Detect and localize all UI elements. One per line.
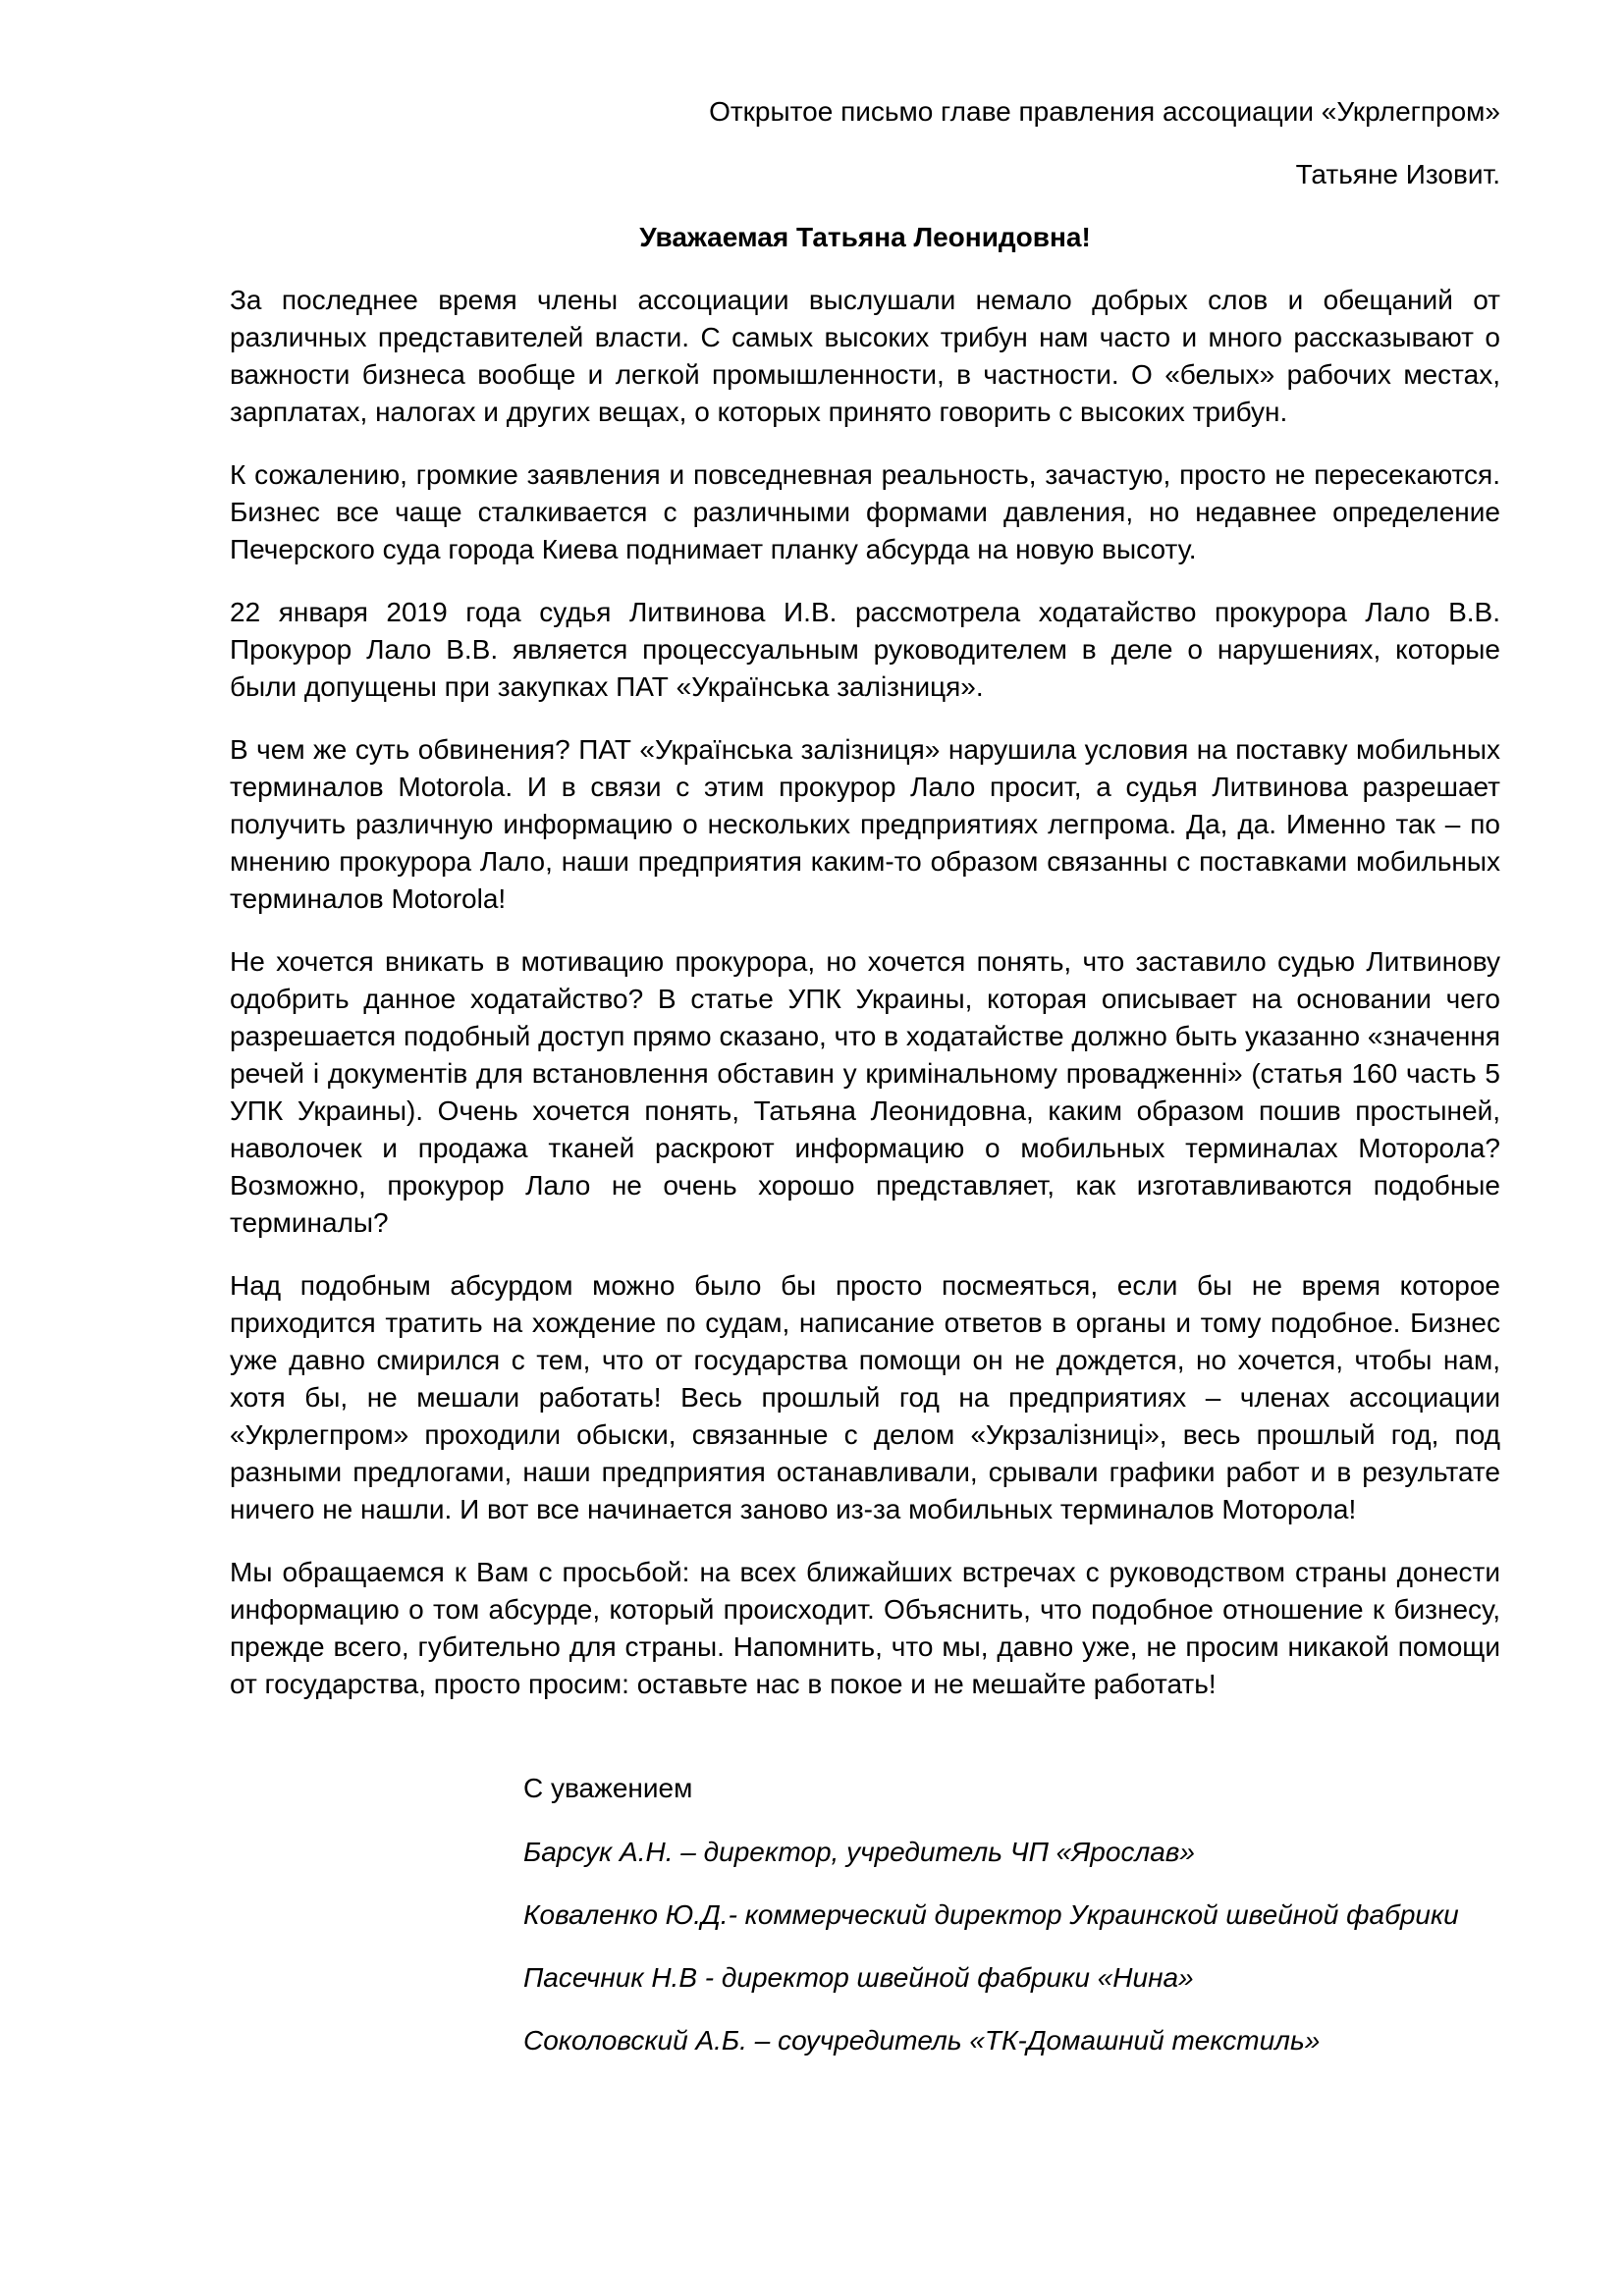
letter-paragraph-6: Над подобным абсурдом можно было бы просто посмеяться, если бы не время которое приходится тратить на хождение по судам, написание ответов в органы и тому подобное. Бизнес уже давно смирился с тем, что от государства помощи он не дождется, но хочется, чтобы нам, хотя бы, не мешали работать! Весь прошлый год на предприятиях – членах ассоциации «Укрлегпром» проходили обыски, связанные с делом «Укрзалізниці», весь прошлый год, под разными предлогами, наши предприятия останавливали, срывали графики работ и в результате ничего не нашли. И вот все начинается заново из-за мобильных терминалов Моторола! xyxy=(230,1270,1500,1524)
salutation-heading: Уважаемая Татьяна Леонидовна! xyxy=(639,222,1091,252)
letter-paragraph-4: В чем же суть обвинения? ПАТ «Українська залізниця» нарушила условия на поставку мобильных терминалов Motorola. И в связи с этим прокурор Лало просит, а судья Литвинова разрешает получить различную информацию о нескольких предприятиях легпрома. Да, да. Именно так – по мнению прокурора Лало, наши предприятия каким-то образом связанны с поставками мобильных терминалов Motorola! xyxy=(230,734,1500,914)
letter-paragraph-5: Не хочется вникать в мотивацию прокурора, но хочется понять, что заставило судью Литвинову одобрить данное ходатайство? В статье УПК Украины, которая описывает на основании чего разрешается подобный доступ прямо сказано, что в ходатайстве должно быть указанно «значення речей і документів для встановлення обставин у кримінальному провадженні» (статья 160 часть 5 УПК Украины). Очень хочется понять, Татьяна Леонидовна, каким образом пошив простыней, наволочек и продажа тканей раскроют информацию о мобильных терминалах Моторола? Возможно, прокурор Лало не очень хорошо представляет, как изготавливаются подобные терминалы? xyxy=(230,946,1500,1238)
letter-body xyxy=(230,282,1500,1703)
header-line-recipient-org: Открытое письмо главе правления ассоциации «Укрлегпром» xyxy=(709,96,1500,127)
letter-paragraph-2: К сожалению, громкие заявления и повседневная реальность, зачастую, просто не пересекаются. Бизнес все чаще сталкивается с различными формами давления, но недавнее определение Печерского суда города Киева поднимает планку абсурда на новую высоту. xyxy=(230,459,1500,564)
signatory-line-1: Барсук А.Н. – директор, учредитель ЧП «Ярослав» xyxy=(523,1837,1195,1867)
signature-block xyxy=(230,1770,1500,2059)
signatory-line-2: Коваленко Ю.Д.- коммерческий директор Украинской швейной фабрики xyxy=(523,1899,1459,1930)
letter-paragraph-3: 22 января 2019 года судья Литвинова И.В. рассмотрела ходатайство прокурора Лало В.В. Прокурор Лало В.В. является процессуальным руководителем в деле о нарушениях, которые были допущены при закупках ПАТ «Українська залізниця». xyxy=(230,597,1500,702)
header-line-recipient-name: Татьяне Изовит. xyxy=(1295,159,1500,189)
letter-header xyxy=(230,93,1500,193)
letter-paragraph-7: Мы обращаемся к Вам с просьбой: на всех ближайших встречах с руководством страны донести информацию о том абсурде, который происходит. Объяснить, что подобное отношение к бизнесу, прежде всего, губительно для страны. Напомнить, что мы, давно уже, не просим никакой помощи от государства, просто просим: оставьте нас в покое и не мешайте работать! xyxy=(230,1557,1500,1699)
signatory-line-3: Пасечник Н.В - директор швейной фабрики «Нина» xyxy=(523,1962,1194,1993)
closing-line: С уважением xyxy=(523,1773,693,1803)
signatory-line-4: Соколовский А.Б. – соучредитель «ТК-Домашний текстиль» xyxy=(523,2025,1321,2056)
letter-paragraph-1: За последнее время члены ассоциации выслушали немало добрых слов и обещаний от различных представителей власти. С самых высоких трибун нам часто и много рассказывают о важности бизнеса вообще и легкой промышленности, в частности. О «белых» рабочих местах, зарплатах, налогах и других вещах, о которых принято говорить с высоких трибун. xyxy=(230,285,1500,427)
